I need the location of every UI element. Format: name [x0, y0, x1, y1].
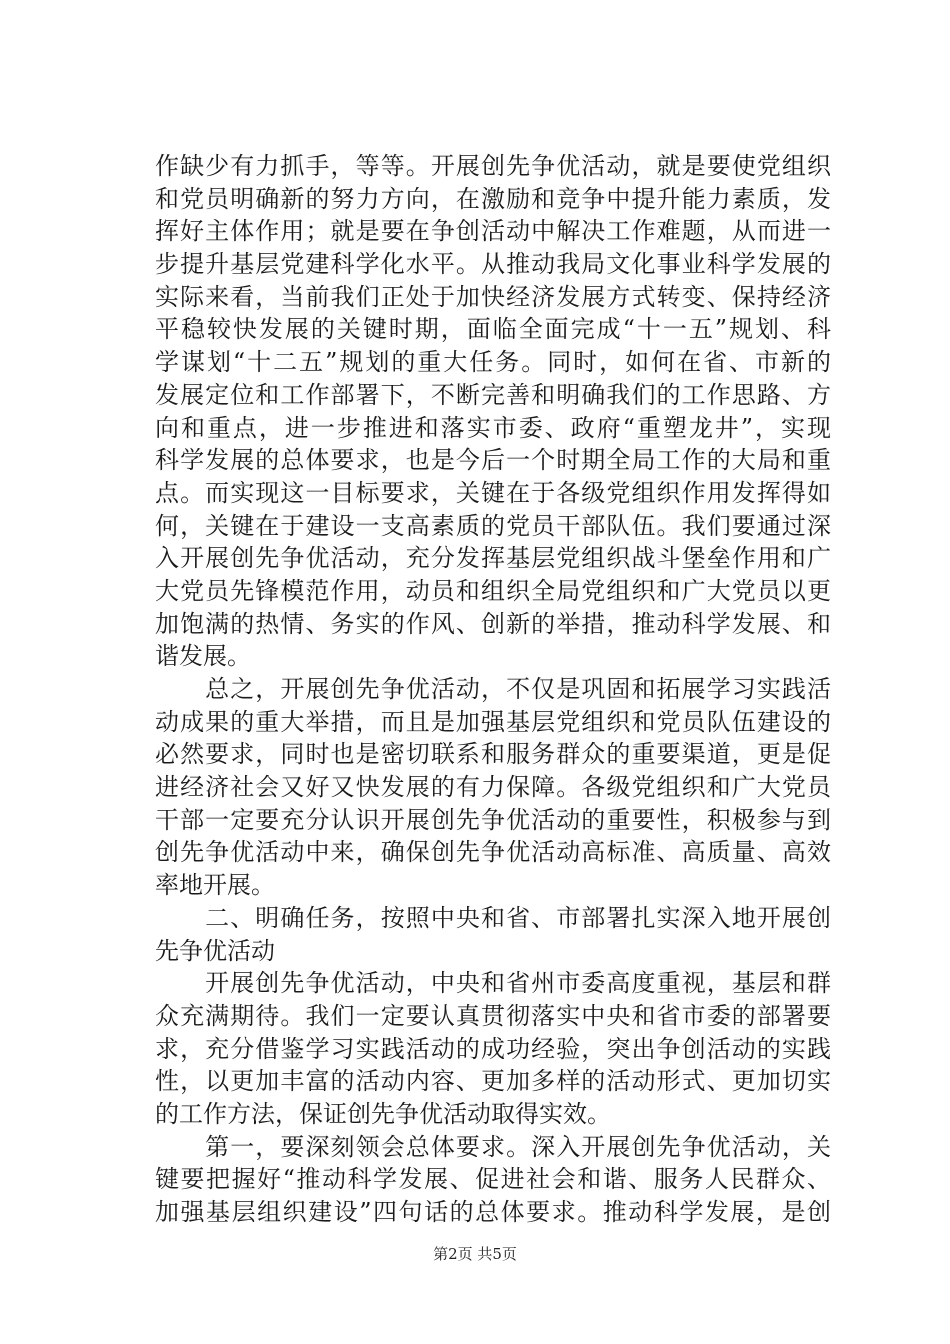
page-footer: 第2页 共5页: [433, 1245, 517, 1263]
text-line: 的工作方法，保证创先争优活动取得实效。: [155, 1099, 611, 1128]
text-line: 加强基层组织建设”四句话的总体要求。推动科学发展，是创: [155, 1198, 831, 1226]
text-line: 入开展创先争优活动，充分发挥基层党组织战斗堡垒作用和广: [155, 544, 831, 573]
text-line: 性，以更加丰富的活动内容、更加多样的活动形式、更加切实: [155, 1067, 831, 1096]
text-line: 平稳较快发展的关键时期，面临全面完成“十一五”规划、科: [155, 315, 831, 344]
text-line: 谐发展。: [155, 642, 251, 671]
text-line: 必然要求，同时也是密切联系和服务群众的重要渠道，更是促: [155, 740, 831, 769]
text-line: 实际来看，当前我们正处于加快经济发展方式转变、保持经济: [155, 282, 831, 311]
text-line: 总之，开展创先争优活动，不仅是巩固和拓展学习实践活: [155, 675, 831, 703]
text-line: 学谋划“十二五”规划的重大任务。同时，如何在省、市新的: [155, 348, 831, 377]
text-line: 作缺少有力抓手，等等。开展创先争优活动，就是要使党组织: [155, 152, 831, 180]
text-line: 求，充分借鉴学习实践活动的成功经验，突出争创活动的实践: [155, 1034, 831, 1063]
text-line: 大党员先锋模范作用，动员和组织全局党组织和广大党员以更: [155, 576, 831, 605]
text-line: 开展创先争优活动，中央和省州市委高度重视，基层和群: [155, 969, 831, 998]
text-line: 步提升基层党建科学化水平。从推动我局文化事业科学发展的: [155, 250, 831, 279]
text-line: 挥好主体作用；就是要在争创活动中解决工作难题，从而进一: [155, 217, 831, 246]
text-line: 发展定位和工作部署下，不断完善和明确我们的工作思路、方: [155, 380, 831, 409]
text-line: 和党员明确新的努力方向，在激励和竞争中提升能力素质，发: [155, 184, 831, 213]
text-line: 加饱满的热情、务实的作风、创新的举措，推动科学发展、和: [155, 609, 831, 638]
text-line: 动成果的重大举措，而且是加强基层党组织和党员队伍建设的: [155, 707, 831, 736]
text-line: 科学发展的总体要求，也是今后一个时期全局工作的大局和重: [155, 446, 831, 475]
text-line: 点。而实现这一目标要求，关键在于各级党组织作用发挥得如: [155, 478, 831, 507]
text-line: 第一，要深刻领会总体要求。深入开展创先争优活动，关: [155, 1132, 831, 1161]
text-line: 进经济社会又好又快发展的有力保障。各级党组织和广大党员: [155, 773, 831, 802]
text-line: 众充满期待。我们一定要认真贯彻落实中央和省市委的部署要: [155, 1001, 831, 1030]
text-line: 键要把握好“推动科学发展、促进社会和谐、服务人民群众、: [155, 1165, 831, 1194]
text-line: 率地开展。: [155, 871, 275, 900]
text-line: 创先争优活动中来，确保创先争优活动高标准、高质量、高效: [155, 838, 831, 867]
text-line: 先争优活动: [155, 936, 275, 965]
text-line: 何，关键在于建设一支高素质的党员干部队伍。我们要通过深: [155, 511, 831, 540]
text-line: 二、明确任务，按照中央和省、市部署扎实深入地开展创: [155, 903, 831, 932]
text-line: 向和重点，进一步推进和落实市委、政府“重塑龙井”，实现: [155, 413, 831, 442]
body-text: [155, 150, 831, 1229]
text-line: 干部一定要充分认识开展创先争优活动的重要性，积极参与到: [155, 805, 831, 834]
